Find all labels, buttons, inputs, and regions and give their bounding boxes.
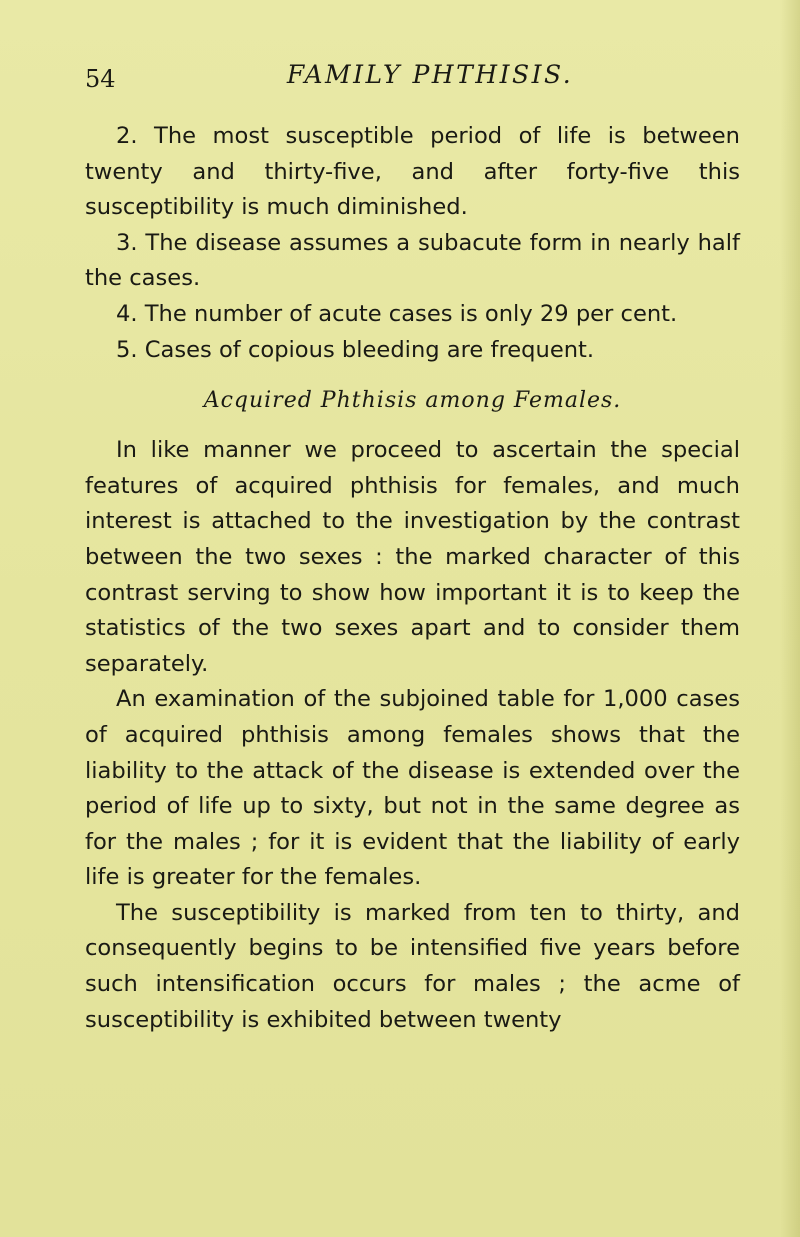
paragraph: An examination of the subjoined table for 1,000 cases of acquired phthisis among females shows that the liability to the attack of the disease is extended over the period of life up to sixty, but not in the same degree as for the males ; for it is evident that the liability of early life is greater for the females. (85, 686, 740, 891)
list-item: 5. Cases of copious bleeding are frequent. (116, 336, 595, 363)
page-header (85, 58, 745, 98)
paragraph: The susceptibility is marked from ten to thirty, and consequently begins to be intensified five years before such intensification occurs for males ; the acme of susceptibility is exhibited between twenty (85, 899, 740, 1033)
paragraph: In like manner we proceed to ascertain the special features of acquired phthisis for females, and much interest is attached to the investigation by the contrast between the two sexes : the marked character of this contrast serving to show how important it is to keep the statistics of the two sexes apart and to consider them separately. (85, 437, 740, 677)
body-text (85, 119, 740, 1038)
page-number: 54 (85, 65, 116, 93)
list-item: 3. The disease assumes a subacute form in nearly half the cases. (85, 229, 740, 292)
section-title: Acquired Phthisis among Females. (203, 388, 622, 414)
running-head: FAMILY PHTHISIS. (286, 60, 574, 89)
list-item: 4. The number of acute cases is only 29 per cent. (116, 300, 678, 327)
list-item: 2. The most susceptible period of life is between twenty and thirty-five, and after forty-five this susceptibility is much diminished. (85, 123, 740, 221)
